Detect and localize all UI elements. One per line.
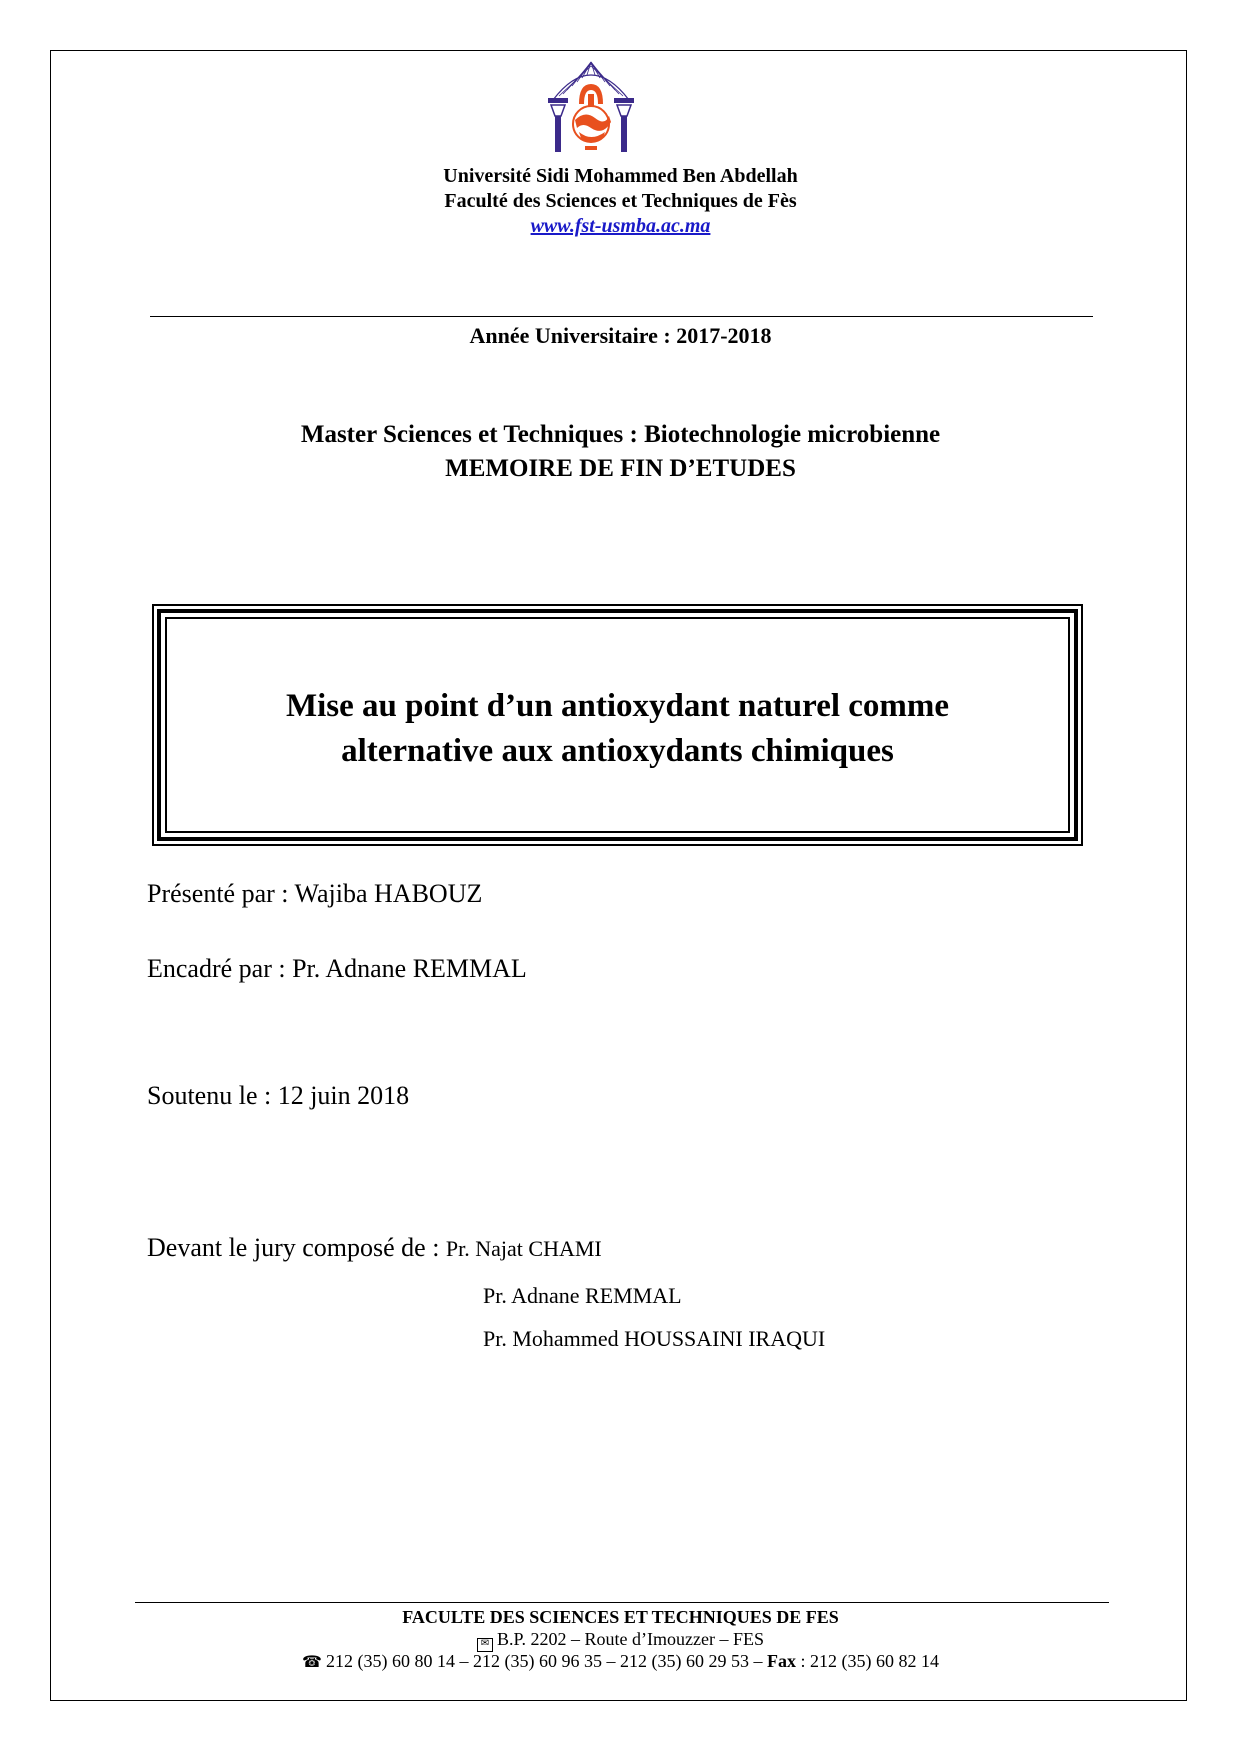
supervised-by: Encadré par : Pr. Adnane REMMAL	[147, 954, 527, 983]
university-emblem-icon	[545, 60, 637, 154]
jury-member: Pr. Adnane REMMAL	[483, 1283, 682, 1308]
title-frame	[152, 604, 1083, 846]
thesis-title-line2: alternative aux antioxydants chimiques	[341, 733, 894, 769]
presented-by: Présenté par : Wajiba HABOUZ	[147, 879, 483, 908]
footer-title: FACULTE DES SCIENCES ET TECHNIQUES DE FES	[402, 1607, 839, 1627]
faculty-name: Faculté des Sciences et Techniques de Fès	[444, 190, 797, 212]
university-name: Université Sidi Mohammed Ben Abdellah	[443, 165, 798, 187]
jury-member: Pr. Mohammed HOUSSAINI IRAQUI	[483, 1326, 826, 1351]
website-link[interactable]: www.fst-usmba.ac.ma	[530, 215, 711, 237]
page-border	[50, 50, 1187, 1701]
fax-label: Fax	[766, 1651, 796, 1671]
document-type: MEMOIRE DE FIN D’ETUDES	[445, 455, 796, 482]
master-program: Master Sciences et Techniques : Biotechnologie microbienne	[300, 421, 941, 448]
header-divider	[150, 316, 1093, 317]
telephone-icon: ☎	[302, 1654, 322, 1671]
academic-year: Année Universitaire : 2017-2018	[469, 323, 772, 348]
defense-date: Soutenu le : 12 juin 2018	[147, 1081, 410, 1110]
mailbox-icon: ✉	[477, 1638, 493, 1652]
jury-block	[147, 1232, 602, 1268]
thesis-title-line1: Mise au point d’un antioxydant naturel comme	[285, 688, 950, 724]
thesis-title	[154, 684, 1081, 774]
jury-label: Devant le jury composé de :	[147, 1233, 446, 1262]
footer-phones: ☎ 212 (35) 60 80 14 – 212 (35) 60 96 35 – 212 (35) 60 29 53 – Fax : 212 (35) 60 82 14	[302, 1651, 939, 1671]
footer-divider	[135, 1602, 1109, 1603]
jury-member: Pr. Najat CHAMI	[445, 1236, 602, 1261]
footer-address: ✉ B.P. 2202 – Route d’Imouzzer – FES	[0, 1628, 1241, 1651]
